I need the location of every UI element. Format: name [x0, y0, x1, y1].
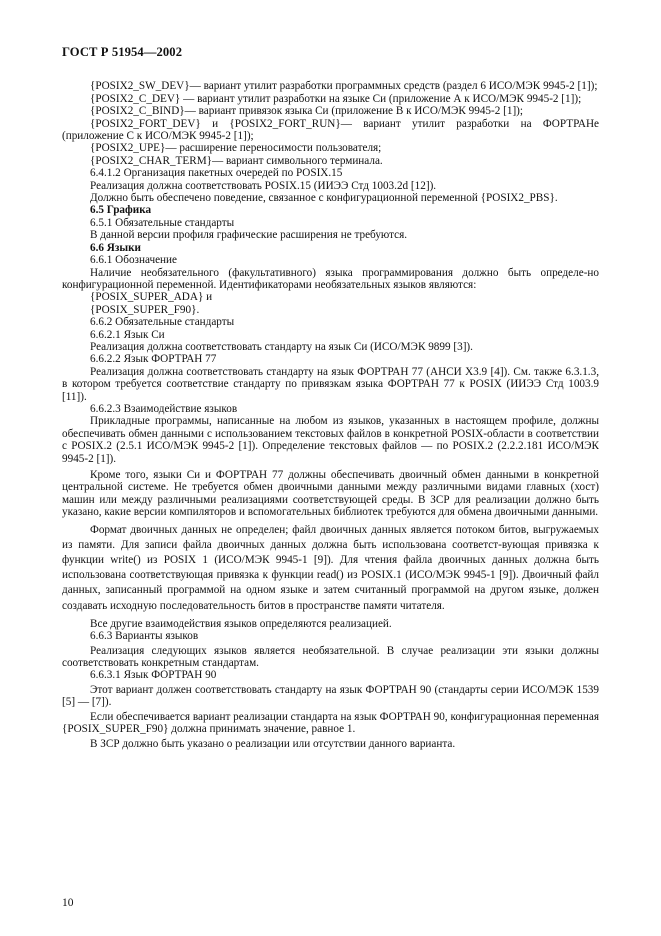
subsection-heading: 6.6.1 Обозначение	[90, 254, 177, 267]
subsection-heading: 6.6.2 Обязательные стандарты	[90, 316, 235, 329]
section-heading: 6.6 Языки	[90, 241, 141, 254]
paragraph: {POSIX_SUPER_ADA} и	[90, 291, 213, 304]
paragraph: {POSIX2_FORT_DEV} и {POSIX2_FORT_RUN}— вариант утилит разработки на ФОРТРАНе (приложение С к ИСО/МЭК 9945-2 [1]);	[62, 117, 599, 143]
document-header: ГОСТ Р 51954—2002	[62, 45, 183, 59]
subsection-heading: 6.6.2.1 Язык Си	[90, 328, 165, 341]
subsection-heading: 6.4.1.2 Организация пакетных очередей по POSIX.15	[90, 167, 343, 180]
page-number: 10	[62, 897, 74, 909]
subsection-heading: 6.6.3 Варианты языков	[90, 630, 199, 643]
paragraph: Все другие взаимодействия языков определяются реализацией.	[90, 617, 392, 630]
paragraph: {POSIX2_C_DEV} — вариант утилит разработки на языке Си (приложение А к ИСО/МЭК 9945-2 [1]);	[90, 92, 582, 105]
paragraph: Прикладные программы, написанные на любом из языков, указанных в настоящем профиле, должны обеспечивать обмен данными с использованием текстовых файлов в конкретной POSIX-области в соответствии с POSIX.2 (2.5.1 ИСО/МЭК 9945-2 [1]). Определение текстовых файлов — по POSIX.2 (2.2.2.181 ИСО/МЭК 9945-2 [1]).	[62, 415, 599, 465]
paragraph: Реализация должна соответствовать POSIX.15 (ИИЭЭ Стд 1003.2d [12]).	[90, 179, 437, 192]
paragraph: Должно быть обеспечено поведение, связанное с конфигурационной переменной {POSIX2_PBS}.	[90, 192, 558, 205]
paragraph: {POSIX2_SW_DEV}— вариант утилит разработки программных средств (раздел 6 ИСО/МЭК 9945-2 [1]);	[90, 80, 598, 93]
paragraph: Кроме того, языки Си и ФОРТРАН 77 должны обеспечивать двоичный обмен данными в конкретной центральной системе. Не требуется обмен двоичными данными между различными видами главных (хост) машин или между различными реализациями соответствующей среды. В ЗСР для реализации должно быть указано, какие версии компиляторов и вспомогательных библиотек требуются для обмена двоичными данными.	[62, 469, 599, 519]
subsection-heading: 6.6.2.3 Взаимодействие языков	[90, 402, 238, 415]
subsection-heading: 6.6.3.1 Язык ФОРТРАН 90	[90, 669, 217, 682]
paragraph: В данной версии профиля графические расширения не требуются.	[90, 229, 408, 242]
document-page	[62, 46, 599, 750]
paragraph: В ЗСР должно быть указано о реализации или отсутствии данного варианта.	[90, 737, 456, 750]
paragraph: Формат двоичных данных не определен; файл двоичных данных является потоком битов, выгружаемых из памяти. Для записи файла двоичных данных должна быть использована соответст-вующая привязка к функции write() из POSIX 1 (ИСО/МЭК 9945-1 [9]). Для чтения файла двоичных данных должна быть использована соответствующая привязка к функции read() из POSIX.1 (ИСО/МЭК 9945-1 [9]). Двоичный файл данных, записанный программой на одном языке и затем считанный программой на другом языке, должен создавать исходную последовательность битов в пространстве памяти читателя.	[62, 523, 599, 612]
paragraph: Реализация следующих языков является необязательной. В случае реализации эти языки должны соответствовать конкретным стандартам.	[62, 644, 599, 670]
subsection-heading: 6.6.2.2 Язык ФОРТРАН 77	[90, 353, 217, 366]
paragraph: {POSIX_SUPER_F90}.	[90, 303, 200, 316]
subsection-heading: 6.5.1 Обязательные стандарты	[90, 216, 235, 229]
paragraph: Реализация должна соответствовать стандарту на язык ФОРТРАН 77 (АНСИ Х3.9 [4]). См. также 6.3.1.3, в котором требуется соответствие стандарту по привязкам языка ФОРТРАН 77 к POSIX (ИИЭЭ Стд 1003.9 [11]).	[62, 365, 599, 403]
paragraph: Этот вариант должен соответствовать стандарту на язык ФОРТРАН 90 (стандарты серии ИСО/МЭК 1539 [5] — [7]).	[62, 683, 599, 709]
paragraph: Наличие необязательного (факультативного) языка программирования должно быть определе-но конфигурационной переменной. Идентификаторами необязательных языков являются:	[62, 266, 599, 291]
paragraph: Если обеспечивается вариант реализации стандарта на язык ФОРТРАН 90, конфигурационная переменная {POSIX_SUPER_F90} должна принимать значение, равное 1.	[62, 710, 599, 736]
paragraph: {POSIX2_C_BIND}— вариант привязок языка Си (приложение В к ИСО/МЭК 9945-2 [1]);	[90, 105, 524, 118]
paragraph: {POSIX2_CHAR_TERM}— вариант символьного терминала.	[90, 154, 383, 167]
paragraph: Реализация должна соответствовать стандарту на язык Си (ИСО/МЭК 9899 [3]).	[90, 340, 473, 353]
section-heading: 6.5 Графика	[90, 204, 152, 217]
paragraph: {POSIX2_UPE}— расширение переносимости пользователя;	[90, 142, 382, 155]
